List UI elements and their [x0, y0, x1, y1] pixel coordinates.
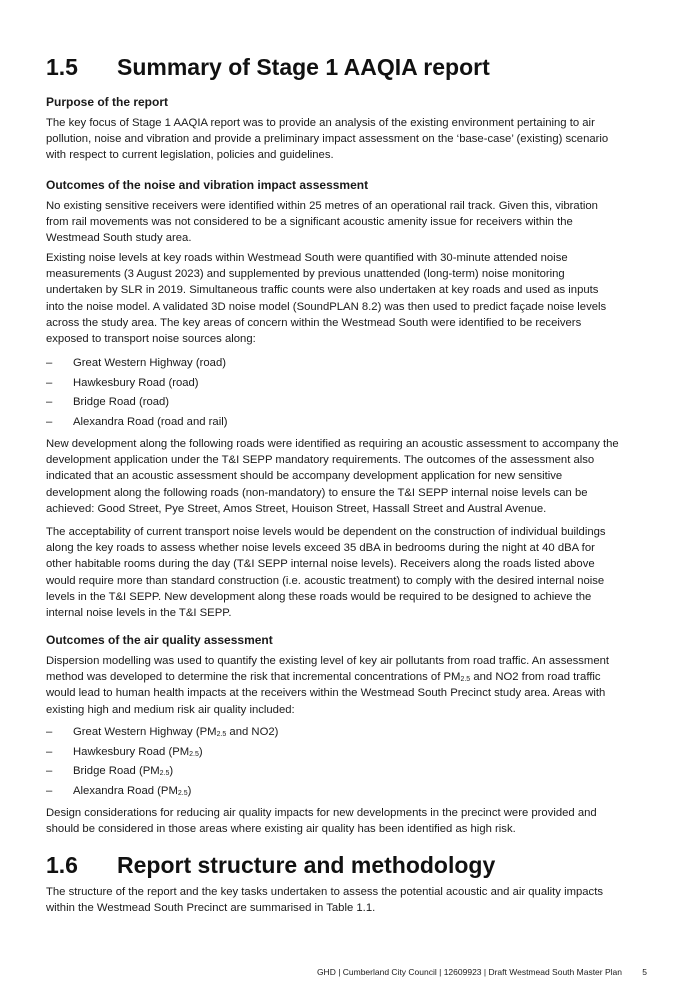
text-line: would require more than standard construction (i.e. acoustic treatment) to comply with the desired internal noise [46, 574, 605, 587]
text-line: development application under the T&I SEPP mandatory requirements. The outcomes of the assessment also [46, 454, 595, 467]
text-line: pollution, noise and vibration and provide a preliminary impact assessment on the ‘base-case’ (existing) scenario [46, 133, 609, 146]
subscript: 2.5 [189, 750, 199, 758]
noise-paragraph-2 [46, 250, 676, 347]
noise-paragraph-4 [46, 524, 676, 621]
text-line: Westmead South study area. [46, 232, 192, 245]
subscript: 2.5 [460, 676, 471, 684]
text-line: along the key roads to assess whether noise levels exceed 35 dBA in bedrooms during the night at 40 dBA for [46, 542, 595, 555]
text-line: from rail movements was not considered to be a significant acoustic amenity issue for receivers within the [46, 216, 573, 229]
text-line: undertaken by SLR in 2019. Simultaneous traffic counts were also undertaken at key roads and used as inputs [46, 284, 599, 297]
list-item: – Great Western Highway (road) [46, 357, 226, 369]
noise-paragraph-3 [46, 436, 676, 517]
subscript: 2.5 [177, 789, 188, 797]
dash-bullet: – [46, 726, 53, 738]
text-line: Design considerations for reducing air quality impacts for new developments in the precinct were provided and [46, 807, 597, 819]
dash-bullet: – [46, 745, 53, 758]
text-line: internal noise levels in the T&I SEPP. [46, 606, 232, 619]
text-line: New development along the following roads were identified as requiring an acoustic assessment to accompany the [46, 438, 619, 450]
section-heading-1-6 [46, 851, 495, 879]
subscript: 2.5 [216, 731, 227, 738]
list-item: – Bridge Road $(PM_{2.5})$ [46, 765, 174, 778]
dash-bullet: – [46, 784, 53, 797]
page-number: 5 [642, 967, 647, 977]
text-line: method was developed to determine the risk that incremental concentrations of $PM_{2.5}$ and NO2 from road traffic [46, 671, 601, 684]
text-line: No existing sensitive receivers were identified within 25 metres of an operational rail track. Given this, vibration [46, 200, 598, 212]
text-line: development along the following roads (non-mandatory) to ensure the T&I SEPP internal noise levels can be [46, 486, 588, 499]
subheading-noise: Outcomes of the noise and vibration impact assessment [46, 178, 369, 192]
text-line: across the study area. The key areas of concern within the Westmead South were identified to be receivers [46, 316, 582, 329]
section-title: Report structure and methodology [117, 852, 496, 878]
noise-paragraph-1 [46, 198, 676, 247]
subheading-air-quality: Outcomes of the air quality assessment [46, 633, 273, 647]
air-paragraph-2 [46, 805, 676, 837]
text-line: levels in the T&I SEPP. New development along these roads would be required to be designed to achieve the [46, 590, 592, 603]
text-line: The acceptability of current transport noise levels would be dependent on the construction of individual buildings [46, 526, 606, 538]
dash-bullet: – [46, 357, 53, 369]
text-line: would lead to human health impacts at the receivers within the Westmead South Precinct study area. Areas with [46, 687, 606, 700]
text-line: should be considered in those areas where existing air quality has been identified as high risk. [46, 823, 516, 836]
text-line: The structure of the report and the key tasks undertaken to assess the potential acoustic and air quality impacts [46, 886, 603, 898]
text-line: existing high and medium risk air quality included: [46, 703, 295, 716]
footer-text: GHD | Cumberland City Council | 12609923 | Draft Westmead South Master Plan [316, 967, 622, 977]
text-line: into the noise model. A validated 3D noise model (SoundPLAN 8.2) was then used to predict façade noise levels [46, 300, 607, 313]
text-line: exposed to transport noise sources along: [46, 332, 256, 345]
purpose-paragraph [46, 115, 676, 164]
list-item: – Alexandra Road $(PM_{2.5})$ [46, 784, 192, 797]
text-line: Existing noise levels at key roads within Westmead South were quantified with 30-minute attended noise [46, 252, 568, 264]
list-item: – Hawkesbury Road (road) [46, 376, 199, 389]
subheading-purpose: Purpose of the report [46, 95, 169, 109]
text-line: achieved: Good Street, Pye Street, Amos Street, Houison Street, Hassall Street and Austral Avenue. [46, 502, 547, 515]
air-road-list [46, 724, 646, 802]
structure-paragraph [46, 884, 676, 916]
text-line: measurements (3 August 2023) and supplemented by previous unattended (long-term) noise monitoring [46, 268, 565, 281]
dash-bullet: – [46, 765, 53, 778]
section-title: Summary of Stage 1 AAQIA report [117, 54, 490, 80]
text-line: The key focus of Stage 1 AAQIA report was to provide an analysis of the existing environment pertaining to air [46, 117, 595, 129]
text-line: other habitable rooms during the day (T&I SEPP internal noise levels). Receivers along the roads listed above [46, 558, 595, 571]
list-item: – Great Western Highway ($PM_{2.5}$ and NO2) [46, 726, 279, 738]
noise-road-list [46, 355, 646, 433]
text-line: indicated that an acoustic assessment should be accompany development application for new sensitive [46, 470, 563, 483]
section-heading-1-5 [46, 53, 490, 81]
list-item: – Alexandra Road (road and rail) [46, 415, 228, 428]
dash-bullet: – [46, 396, 53, 409]
subscript: 2.5 [159, 770, 170, 778]
page-footer [0, 965, 683, 979]
section-number: 1.6 [46, 852, 78, 878]
text-line: Dispersion modelling was used to quantify the existing level of key air pollutants from road traffic. An assessment [46, 655, 610, 667]
text-line: within the Westmead South Precinct are summarised in Table 1.1. [46, 902, 376, 915]
text-line: with respect to current legislation, policies and guidelines. [46, 149, 334, 162]
list-item: – Bridge Road (road) [46, 396, 170, 409]
list-item: – Hawkesbury Road $(PM_{2.5})$ [46, 745, 203, 758]
air-paragraph-1 [46, 653, 676, 718]
dash-bullet: – [46, 376, 53, 389]
dash-bullet: – [46, 415, 53, 428]
section-number: 1.5 [46, 54, 78, 80]
